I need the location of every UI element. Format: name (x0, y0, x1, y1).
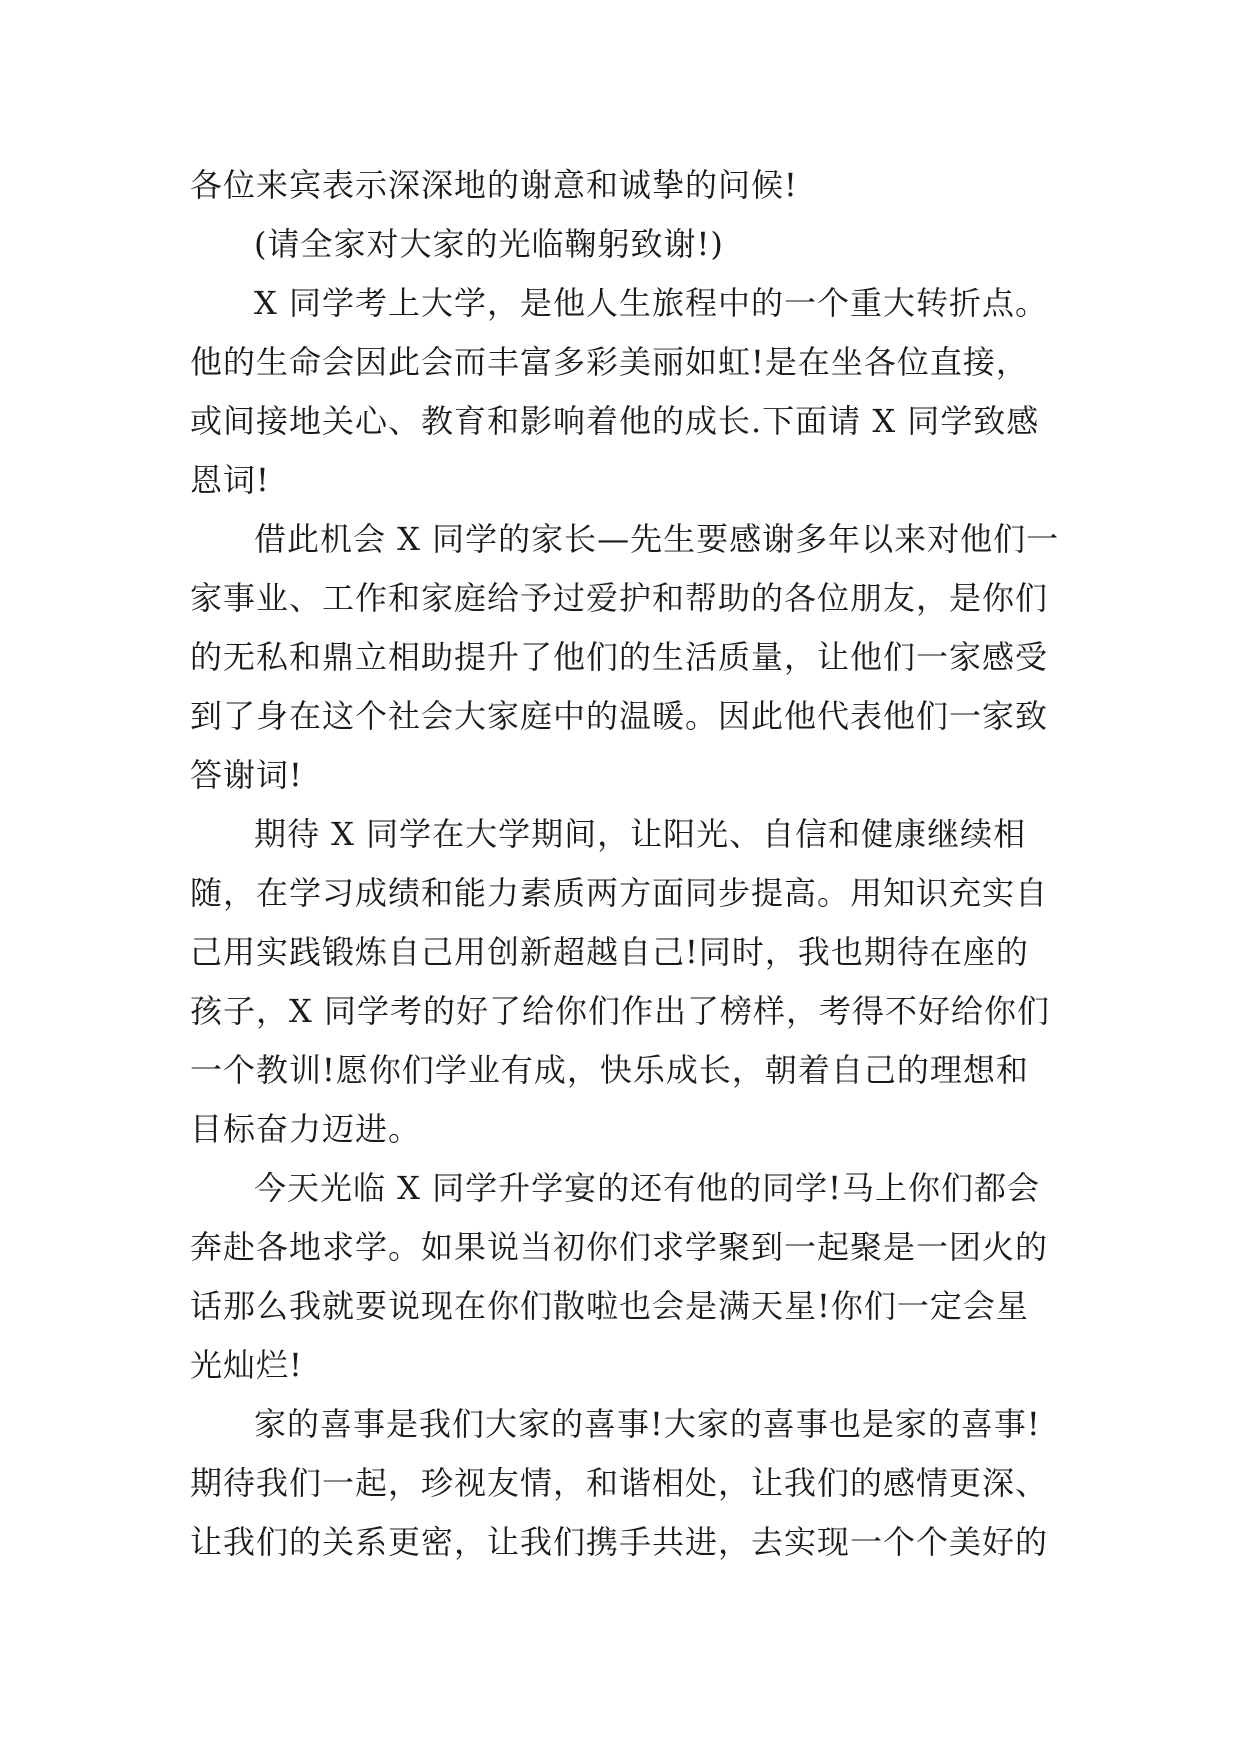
paragraph-7: 家的喜事是我们大家的喜事!大家的喜事也是家的喜事!期待我们一起，珍视友情，和谐相处，让我们的感情更深、让我们的关系更密，让我们携手共进，去实现一个个美好的 (190, 1405, 1049, 1561)
paragraph-3: X 同学考上大学，是他人生旅程中的一个重大转折点。他的生命会因此会而丰富多彩美丽如虹!是在坐各位直接，或间接地关心、教育和影响着他的成长.下面请 X 同学致感恩词! (190, 284, 1048, 499)
paragraph-2: (请全家对大家的光临鞠躬致谢!) (254, 225, 724, 263)
paragraph-4: 借此机会 X 同学的家长—先生要感谢多年以来对他们一家事业、工作和家庭给予过爱护和帮助的各位朋友，是你们的无私和鼎立相助提升了他们的生活质量，让他们一家感受到了身在这个社会大家庭中的温暖。因此他代表他们一家致答谢词! (190, 520, 1060, 794)
paragraph-5: 期待 X 同学在大学期间，让阳光、自信和健康继续相随，在学习成绩和能力素质两方面同步提高。用知识充实自己用实践锻炼自己用创新超越自己!同时，我也期待在座的孩子，X 同学考的好了给你们作出了榜样，考得不好给你们一个教训!愿你们学业有成，快乐成长，朝着自己的理想和目标奋力迈进。 (190, 815, 1050, 1148)
paragraph-1: 各位来宾表示深深地的谢意和诚挚的问候! (190, 166, 798, 204)
document-body (190, 156, 1060, 1572)
paragraph-6: 今天光临 X 同学升学宴的还有他的同学!马上你们都会奔赴各地求学。如果说当初你们求学聚到一起聚是一团火的话那么我就要说现在你们散啦也会是满天星!你们一定会星光灿烂! (190, 1169, 1049, 1384)
